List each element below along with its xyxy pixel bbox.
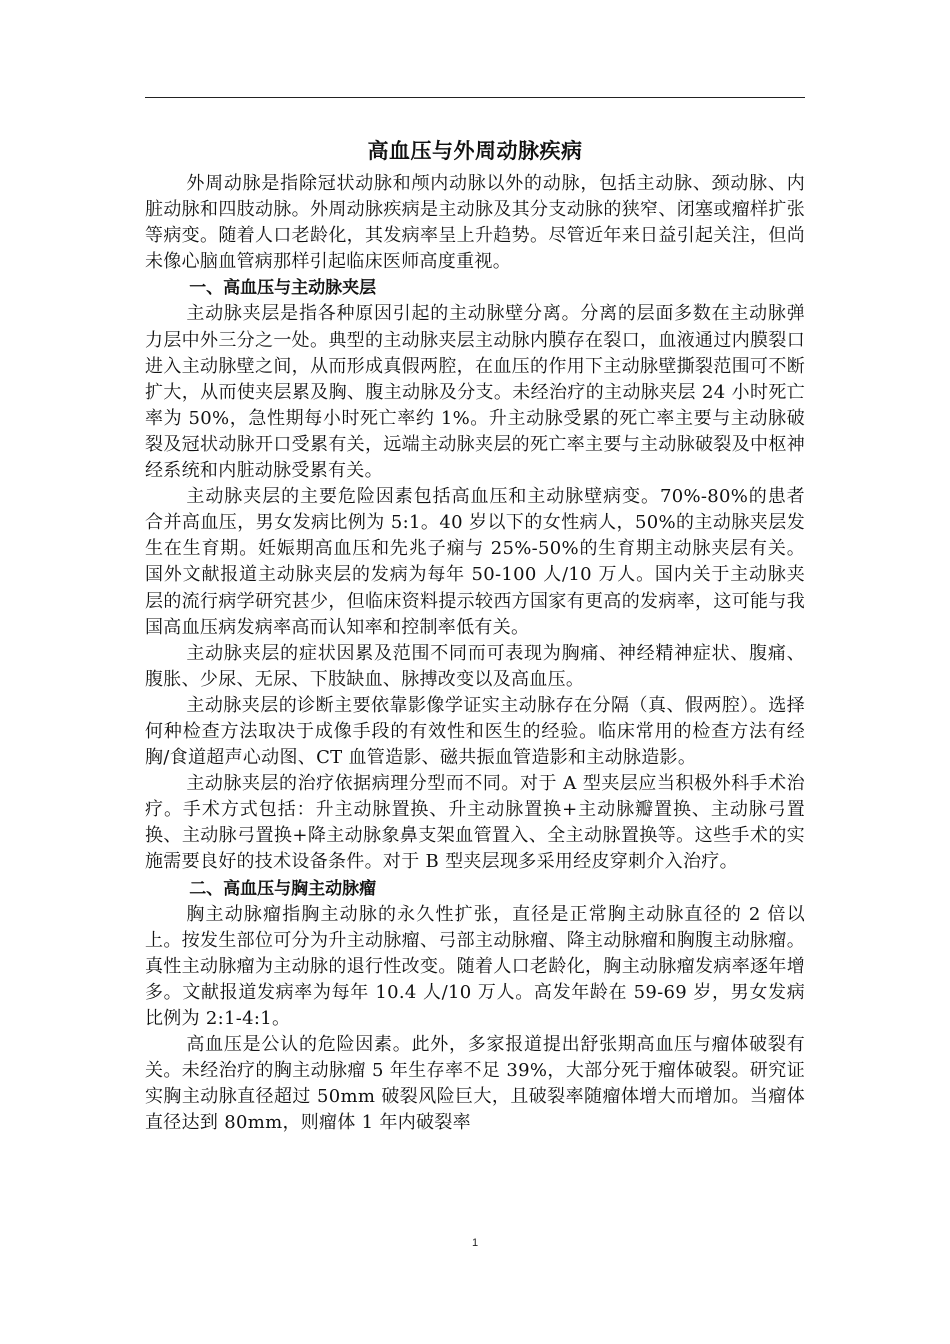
- section-1-paragraph-2: 主动脉夹层的主要危险因素包括高血压和主动脉壁病变。70%-80%的患者合并高血压，男女发病比例为 5:1。40 岁以下的女性病人，50%的主动脉夹层发生在生育期。妊娠期高血压和先兆子痫与 25%-50%的生育期主动脉夹层有关。国外文献报道主动脉夹层的发病为每年 50-100 人/10 万人。国内关于主动脉夹层的流行病学研究甚少，但临床资料提示较西方国家有更高的发病率，这可能与我国高血压病发病率高而认知率和控制率低有关。: [145, 486, 805, 638]
- page-number: 1: [471, 1237, 479, 1249]
- header-divider: [145, 97, 805, 98]
- section-2-paragraph-1: 胸主动脉瘤指胸主动脉的永久性扩张，直径是正常胸主动脉直径的 2 倍以上。按发生部位可分为升主动脉瘤、弓部主动脉瘤、降主动脉瘤和胸腹主动脉瘤。真性主动脉瘤为主动脉的退行性改变。随着人口老龄化，胸主动脉瘤发病率逐年增多。文献报道发病率为每年 10.4 人/10 万人。高发年龄在 59-69 岁，男女发病比例为 2:1-4:1。: [145, 903, 805, 1029]
- section-2-heading: 二、高血压与胸主动脉瘤: [189, 878, 377, 899]
- section-2-paragraph-2: 高血压是公认的危险因素。此外，多家报道提出舒张期高血压与瘤体破裂有关。未经治疗的胸主动脉瘤 5 年生存率不足 39%，大部分死于瘤体破裂。研究证实胸主动脉直径超过 50mm 破裂风险巨大，且破裂率随瘤体增大而增加。当瘤体直径达到 80mm，则瘤体 1 年内破裂率: [145, 1034, 805, 1134]
- section-1-heading: 一、高血压与主动脉夹层: [189, 278, 377, 299]
- page-title: 高血压与外周动脉疾病: [367, 139, 583, 163]
- section-1-paragraph-3: 主动脉夹层的症状因累及范围不同而可表现为胸痛、神经精神症状、腹痛、腹胀、少尿、无尿、下肢缺血、脉搏改变以及高血压。: [145, 642, 805, 690]
- intro-paragraph: 外周动脉是指除冠状动脉和颅内动脉以外的动脉，包括主动脉、颈动脉、内脏动脉和四肢动脉。外周动脉疾病是主动脉及其分支动脉的狭窄、闭塞或瘤样扩张等病变。随着人口老龄化，其发病率呈上升趋势。尽管近年来日益引起关注，但尚未像心脑血管病那样引起临床医师高度重视。: [145, 173, 805, 273]
- document-body: [145, 133, 805, 1136]
- section-1-paragraph-1: 主动脉夹层是指各种原因引起的主动脉壁分离。分离的层面多数在主动脉弹力层中外三分之一处。典型的主动脉夹层主动脉内膜存在裂口，血液通过内膜裂口进入主动脉壁之间，从而形成真假两腔，在血压的作用下主动脉壁撕裂范围可不断扩大，从而使夹层累及胸、腹主动脉及分支。未经治疗的主动脉夹层 24 小时死亡率为 50%，急性期每小时死亡率约 1%。升主动脉受累的死亡率主要与主动脉破裂及冠状动脉开口受累有关，远端主动脉夹层的死亡率主要与主动脉破裂及中枢神经系统和内脏动脉受累有关。: [145, 303, 805, 482]
- section-1-paragraph-4: 主动脉夹层的诊断主要依靠影像学证实主动脉存在分隔（真、假两腔）。选择何种检查方法取决于成像手段的有效性和医生的经验。临床常用的检查方法有经胸/食道超声心动图、CT 血管造影、磁共振血管造影和主动脉造影。: [145, 694, 805, 769]
- section-1-paragraph-5: 主动脉夹层的治疗依据病理分型而不同。对于 A 型夹层应当积极外科手术治疗。手术方式包括：升主动脉置换、升主动脉置换+主动脉瓣置换、主动脉弓置换、主动脉弓置换+降主动脉象鼻支架血管置入、全主动脉置换等。这些手术的实施需要良好的技术设备条件。对于 B 型夹层现多采用经皮穿刺介入治疗。: [145, 773, 805, 873]
